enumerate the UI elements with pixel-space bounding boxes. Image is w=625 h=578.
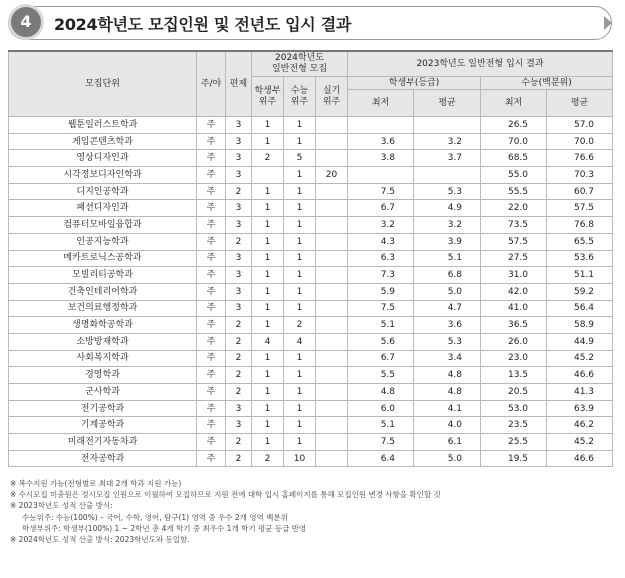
table-cell: 1 <box>252 417 284 434</box>
table-cell: 55.0 <box>481 167 547 184</box>
table-row <box>9 317 613 334</box>
header-suneung-min: 최저 <box>481 90 547 117</box>
table-cell <box>316 434 348 451</box>
table-cell: 모빌리티공학과 <box>9 267 197 284</box>
table-cell: 3.7 <box>414 150 481 167</box>
table-cell: 1 <box>252 233 284 250</box>
table-cell: 31.0 <box>481 267 547 284</box>
table-cell: 주 <box>197 450 226 467</box>
table-cell: 3.9 <box>414 233 481 250</box>
table-cell: 2 <box>226 450 252 467</box>
table-cell: 3 <box>226 150 252 167</box>
table-cell: 73.5 <box>481 217 547 234</box>
table-cell <box>316 250 348 267</box>
table-cell: 46.6 <box>547 367 613 384</box>
table-cell: 1 <box>284 183 316 200</box>
table-cell: 주 <box>197 150 226 167</box>
table-cell: 7.3 <box>348 267 414 284</box>
table-cell: 1 <box>284 267 316 284</box>
table-cell: 주 <box>197 183 226 200</box>
table-cell: 2 <box>226 233 252 250</box>
footnotes <box>10 478 441 545</box>
table-cell: 4.9 <box>414 200 481 217</box>
table-cell: 3.4 <box>414 350 481 367</box>
table-cell: 주 <box>197 117 226 134</box>
table-cell: 주 <box>197 317 226 334</box>
table-cell: 42.0 <box>481 283 547 300</box>
table-cell <box>414 167 481 184</box>
table-row <box>9 333 613 350</box>
table-cell: 주 <box>197 300 226 317</box>
table-cell: 5.0 <box>414 283 481 300</box>
table-cell: 59.2 <box>547 283 613 300</box>
header-2023-results: 2023학년도 일반전형 입시 결과 <box>348 51 613 77</box>
table-cell: 주 <box>197 350 226 367</box>
table-cell: 70.0 <box>481 133 547 150</box>
table-cell: 1 <box>284 133 316 150</box>
table-cell: 군사학과 <box>9 384 197 401</box>
table-cell <box>316 317 348 334</box>
table-cell: 45.2 <box>547 350 613 367</box>
table-row <box>9 434 613 451</box>
table-row <box>9 250 613 267</box>
table-cell: 주 <box>197 267 226 284</box>
table-cell: 22.0 <box>481 200 547 217</box>
header-2024-school-record: 학생부 위주 <box>252 77 284 117</box>
table-cell: 6.3 <box>348 250 414 267</box>
table-cell: 20.5 <box>481 384 547 401</box>
header-day-night: 주/야 <box>197 51 226 117</box>
table-cell: 게임콘텐츠학과 <box>9 133 197 150</box>
table-cell: 주 <box>197 434 226 451</box>
table-cell <box>316 384 348 401</box>
header-school-avg: 평균 <box>414 90 481 117</box>
table-cell: 4.7 <box>414 300 481 317</box>
table-cell: 소방방재학과 <box>9 333 197 350</box>
admissions-table <box>8 50 613 467</box>
table-cell <box>348 167 414 184</box>
table-cell: 20 <box>316 167 348 184</box>
table-cell: 2 <box>252 150 284 167</box>
table-row <box>9 417 613 434</box>
table-cell: 3 <box>226 267 252 284</box>
table-cell: 3 <box>226 117 252 134</box>
table-cell: 2 <box>226 434 252 451</box>
table-cell: 1 <box>284 417 316 434</box>
table-cell <box>414 117 481 134</box>
table-cell: 2 <box>226 183 252 200</box>
table-cell <box>316 183 348 200</box>
table-cell: 1 <box>252 434 284 451</box>
table-cell: 13.5 <box>481 367 547 384</box>
table-cell: 3.6 <box>414 317 481 334</box>
table-cell <box>316 333 348 350</box>
table-row <box>9 200 613 217</box>
table-cell: 3 <box>226 167 252 184</box>
table-cell: 6.1 <box>414 434 481 451</box>
table-cell: 76.6 <box>547 150 613 167</box>
table-cell: 3.8 <box>348 150 414 167</box>
table-cell: 27.5 <box>481 250 547 267</box>
table-cell: 3 <box>226 133 252 150</box>
table-row <box>9 300 613 317</box>
footnote: 수능위주: 수능(100%) – 국어, 수학, 영어, 탐구(1) 영역 중 우수 2개 영역 백분위 <box>22 512 288 522</box>
table-cell: 1 <box>252 117 284 134</box>
table-cell <box>316 200 348 217</box>
table-cell: 3.6 <box>348 133 414 150</box>
table-cell: 26.0 <box>481 333 547 350</box>
table-cell: 1 <box>284 217 316 234</box>
table-cell: 5.1 <box>348 417 414 434</box>
table-cell: 6.8 <box>414 267 481 284</box>
table-cell: 56.4 <box>547 300 613 317</box>
table-cell <box>316 367 348 384</box>
table-cell: 1 <box>252 200 284 217</box>
table-cell: 3.2 <box>414 217 481 234</box>
table-cell: 65.5 <box>547 233 613 250</box>
table-cell: 주 <box>197 333 226 350</box>
table-row <box>9 350 613 367</box>
footnote: 학생부위주: 학생부(100%) 1 ~ 2학년 총 4개 학기 중 최우수 1개 학기 평균 등급 반영 <box>22 523 307 533</box>
table-cell: 주 <box>197 384 226 401</box>
table-cell: 1 <box>252 384 284 401</box>
table-cell: 경영학과 <box>9 367 197 384</box>
table-cell: 70.3 <box>547 167 613 184</box>
header-school-min: 최저 <box>348 90 414 117</box>
table-cell: 2 <box>226 384 252 401</box>
table-cell: 3 <box>226 417 252 434</box>
table-cell: 4.1 <box>414 400 481 417</box>
table-row <box>9 450 613 467</box>
table-cell: 57.5 <box>547 200 613 217</box>
table-cell: 웹툰일러스트학과 <box>9 117 197 134</box>
table-cell <box>316 350 348 367</box>
table-cell <box>316 117 348 134</box>
table-cell: 53.6 <box>547 250 613 267</box>
table-cell: 주 <box>197 233 226 250</box>
table-cell: 36.5 <box>481 317 547 334</box>
table-cell: 1 <box>284 283 316 300</box>
table-cell: 1 <box>284 434 316 451</box>
table-cell: 1 <box>284 250 316 267</box>
table-cell: 4.3 <box>348 233 414 250</box>
table-cell: 3.2 <box>414 133 481 150</box>
table-cell: 70.0 <box>547 133 613 150</box>
section-number-badge: 4 <box>8 4 44 40</box>
table-cell: 생명화학공학과 <box>9 317 197 334</box>
table-cell: 6.4 <box>348 450 414 467</box>
table-cell: 2 <box>226 333 252 350</box>
header-arrow-icon <box>604 16 612 30</box>
table-cell: 57.0 <box>547 117 613 134</box>
table-cell: 6.7 <box>348 350 414 367</box>
header-dept: 모집단위 <box>9 51 197 117</box>
table-cell: 1 <box>284 367 316 384</box>
table-cell: 1 <box>252 183 284 200</box>
table-cell: 41.3 <box>547 384 613 401</box>
table-cell: 1 <box>284 300 316 317</box>
table-cell: 5.1 <box>414 250 481 267</box>
table-cell: 전기공학과 <box>9 400 197 417</box>
table-cell: 주 <box>197 200 226 217</box>
table-cell: 51.1 <box>547 267 613 284</box>
table-cell: 10 <box>284 450 316 467</box>
table-cell: 3 <box>226 250 252 267</box>
table-cell: 6.7 <box>348 200 414 217</box>
table-cell <box>316 300 348 317</box>
table-cell: 4.8 <box>414 367 481 384</box>
table-cell: 1 <box>252 350 284 367</box>
table-cell <box>316 217 348 234</box>
table-cell: 1 <box>252 133 284 150</box>
table-cell: 60.7 <box>547 183 613 200</box>
table-row <box>9 233 613 250</box>
table-cell: 5.6 <box>348 333 414 350</box>
table-cell: 7.5 <box>348 434 414 451</box>
table-cell: 주 <box>197 283 226 300</box>
table-cell: 1 <box>284 350 316 367</box>
table-cell: 3.2 <box>348 217 414 234</box>
table-cell: 1 <box>252 250 284 267</box>
table-cell: 1 <box>252 217 284 234</box>
table-cell: 건축인테리어학과 <box>9 283 197 300</box>
table-row <box>9 150 613 167</box>
table-cell: 4.8 <box>348 384 414 401</box>
section-title: 2024학년도 모집인원 및 전년도 입시 결과 <box>54 15 352 34</box>
table-cell: 5.0 <box>414 450 481 467</box>
table-cell: 1 <box>284 167 316 184</box>
table-cell: 6.0 <box>348 400 414 417</box>
table-cell <box>252 167 284 184</box>
table-cell: 3 <box>226 283 252 300</box>
table-cell: 주 <box>197 250 226 267</box>
table-cell: 시각정보디자인학과 <box>9 167 197 184</box>
table-cell: 영상디자인과 <box>9 150 197 167</box>
header-suneung-avg: 평균 <box>547 90 613 117</box>
table-cell: 55.5 <box>481 183 547 200</box>
header-2024-suneung: 수능 위주 <box>284 77 316 117</box>
table-row <box>9 117 613 134</box>
footnote: ※ 2024학년도 성적 산출 방식: 2023학년도와 동일함. <box>10 535 190 545</box>
table-cell: 1 <box>284 200 316 217</box>
footnote: ※ 복수지원 가능(전형별로 최대 2개 학과 지원 가능) <box>10 479 182 488</box>
table-cell: 1 <box>284 400 316 417</box>
table-row <box>9 283 613 300</box>
table-cell: 1 <box>284 384 316 401</box>
table-cell: 1 <box>284 117 316 134</box>
table-cell: 2 <box>226 367 252 384</box>
table-cell: 5.5 <box>348 367 414 384</box>
table-cell: 3 <box>226 400 252 417</box>
table-cell: 1 <box>252 400 284 417</box>
table-cell: 23.0 <box>481 350 547 367</box>
table-row <box>9 367 613 384</box>
table-cell: 2 <box>226 317 252 334</box>
table-cell: 1 <box>252 317 284 334</box>
table-cell: 디지인공학과 <box>9 183 197 200</box>
table-cell: 5.3 <box>414 183 481 200</box>
table-cell: 25.5 <box>481 434 547 451</box>
table-cell: 4.0 <box>414 417 481 434</box>
table-cell: 1 <box>252 283 284 300</box>
table-cell: 3 <box>226 217 252 234</box>
table-cell: 주 <box>197 367 226 384</box>
table-cell: 주 <box>197 417 226 434</box>
table-cell: 4.8 <box>414 384 481 401</box>
header-2023-suneung-percentile: 수능(백분위) <box>481 77 613 90</box>
table-cell: 주 <box>197 400 226 417</box>
table-cell: 3 <box>226 200 252 217</box>
table-cell: 보건의료행정학과 <box>9 300 197 317</box>
table-cell: 패션디자인과 <box>9 200 197 217</box>
table-row <box>9 133 613 150</box>
table-cell: 5.3 <box>414 333 481 350</box>
table-cell <box>316 400 348 417</box>
table-cell <box>316 150 348 167</box>
table-cell: 76.8 <box>547 217 613 234</box>
table-cell: 1 <box>284 233 316 250</box>
table-cell: 63.9 <box>547 400 613 417</box>
table-cell <box>316 267 348 284</box>
table-cell: 기계공학과 <box>9 417 197 434</box>
table-row <box>9 267 613 284</box>
table-cell: 인공지능학과 <box>9 233 197 250</box>
footnote: ※ 2023학년도 성적 산출 방식: <box>10 501 113 511</box>
table-cell: 45.2 <box>547 434 613 451</box>
table-cell: 23.5 <box>481 417 547 434</box>
table-cell: 주 <box>197 133 226 150</box>
table-row <box>9 217 613 234</box>
table-cell: 5.9 <box>348 283 414 300</box>
table-cell: 사회복지학과 <box>9 350 197 367</box>
table-cell: 3 <box>226 300 252 317</box>
table-cell: 7.5 <box>348 183 414 200</box>
header-2023-school-grade: 학생부(등급) <box>348 77 481 90</box>
table-cell: 주 <box>197 167 226 184</box>
table-cell <box>316 133 348 150</box>
table-cell: 4 <box>284 333 316 350</box>
table-cell: 57.5 <box>481 233 547 250</box>
table-cell: 2 <box>226 350 252 367</box>
table-cell: 26.5 <box>481 117 547 134</box>
table-cell: 41.0 <box>481 300 547 317</box>
footnote: ※ 수시모집 미충원은 정시모집 인원으로 이월하여 모집하므로 지원 전에 대학 입시 홈페이지를 통해 모집인원 변경 사항을 확인할 것 <box>10 490 441 500</box>
table-cell <box>316 283 348 300</box>
table-cell: 7.5 <box>348 300 414 317</box>
table-row <box>9 183 613 200</box>
header-2024-practical: 실기 위주 <box>316 77 348 117</box>
table-cell: 46.2 <box>547 417 613 434</box>
table-cell: 컴퓨터모바일융합과 <box>9 217 197 234</box>
table-cell: 2 <box>252 450 284 467</box>
table-cell: 2 <box>284 317 316 334</box>
table-row <box>9 400 613 417</box>
table-cell <box>348 117 414 134</box>
table-cell: 5.1 <box>348 317 414 334</box>
table-cell: 53.0 <box>481 400 547 417</box>
table-cell: 4 <box>252 333 284 350</box>
table-row <box>9 167 613 184</box>
table-cell: 미래전기자동차과 <box>9 434 197 451</box>
table-cell: 1 <box>252 300 284 317</box>
table-cell: 1 <box>252 367 284 384</box>
table-cell: 5 <box>284 150 316 167</box>
table-row <box>9 384 613 401</box>
header-program-years: 편제 <box>226 51 252 117</box>
table-cell: 메카트로닉스공학과 <box>9 250 197 267</box>
table-cell: 주 <box>197 217 226 234</box>
table-cell: 58.9 <box>547 317 613 334</box>
table-cell <box>316 417 348 434</box>
table-cell: 46.6 <box>547 450 613 467</box>
table-cell: 1 <box>252 267 284 284</box>
table-cell: 전자공학과 <box>9 450 197 467</box>
table-cell: 68.5 <box>481 150 547 167</box>
header-2024-recruitment: 2024학년도 일반전형 모집 <box>252 51 348 77</box>
table-cell <box>316 233 348 250</box>
table-cell: 44.9 <box>547 333 613 350</box>
table-cell: 19.5 <box>481 450 547 467</box>
table-cell <box>316 450 348 467</box>
